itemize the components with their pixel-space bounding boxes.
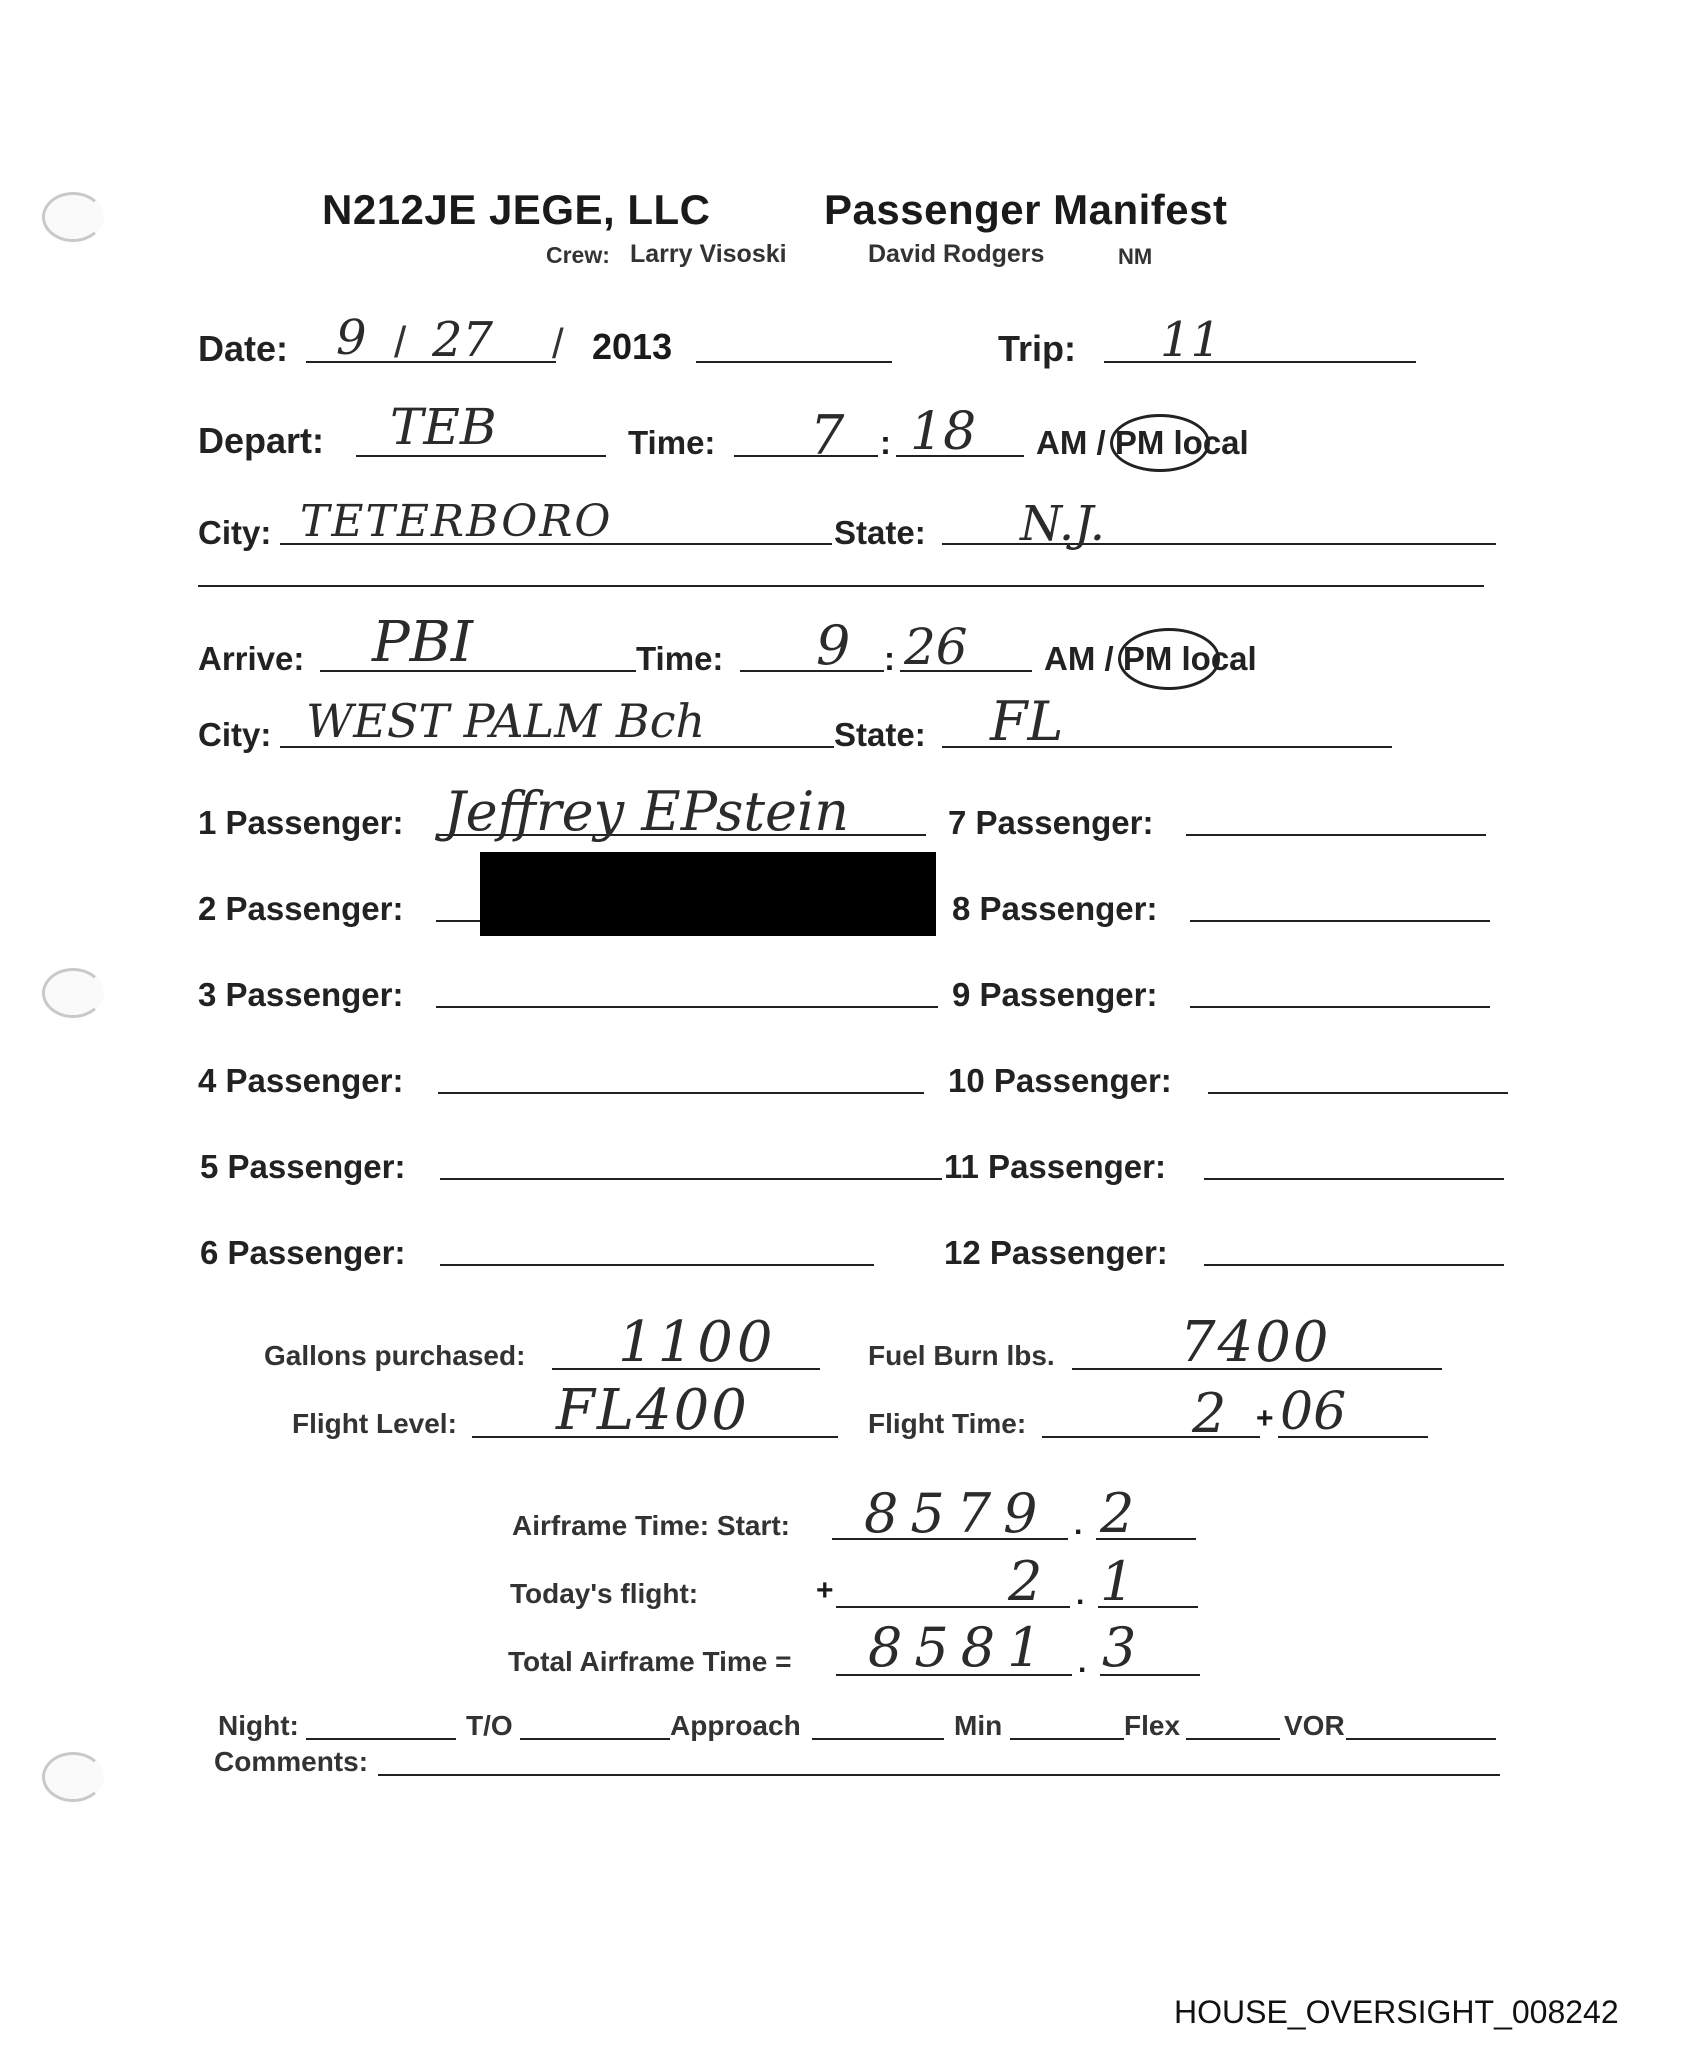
- passenger-2-label: 2 Passenger:: [198, 890, 404, 927]
- passenger-9-label: 9 Passenger:: [952, 976, 1158, 1013]
- passenger-5-line: [440, 1178, 942, 1180]
- passenger-7-line: [1186, 834, 1486, 836]
- redaction-box: [480, 852, 936, 936]
- comments-line: [378, 1774, 1500, 1776]
- arrive-label: Arrive:: [198, 640, 305, 677]
- trip-line: [1104, 361, 1416, 363]
- todays-flight-tenth: 1: [1100, 1550, 1135, 1613]
- arrive-ampm-label: AM / PM local: [1044, 640, 1257, 677]
- vor-label: VOR: [1284, 1710, 1345, 1741]
- vor-line: [1346, 1738, 1496, 1740]
- passenger-3-label: 3 Passenger:: [198, 976, 404, 1013]
- depart-city-value: TETERBORO: [300, 496, 613, 547]
- depart-city-label: City:: [198, 514, 272, 551]
- date-day: 27: [432, 312, 494, 368]
- approach-label: Approach: [670, 1710, 801, 1741]
- manifest-title: Passenger Manifest: [824, 186, 1228, 233]
- arrive-city-label: City:: [198, 716, 272, 753]
- todays-flight-label: Today's flight:: [510, 1578, 699, 1609]
- binder-hole: [42, 192, 104, 242]
- depart-hour: 7: [810, 404, 845, 467]
- arrive-line: [320, 670, 636, 672]
- min-label: Min: [954, 1710, 1003, 1741]
- bates-stamp: HOUSE_OVERSIGHT_008242: [1174, 1994, 1619, 2030]
- passenger-6-label: 6 Passenger:: [200, 1234, 406, 1271]
- arrive-time-label: Time:: [636, 640, 724, 677]
- arrive-state-value: FL: [990, 690, 1064, 753]
- section-divider: [198, 585, 1484, 587]
- arrive-minute: 26: [904, 618, 968, 676]
- passenger-10-label: 10 Passenger:: [948, 1062, 1172, 1099]
- arrive-hour: 9: [816, 614, 851, 677]
- min-line: [1010, 1738, 1124, 1740]
- arrive-hour-line: [740, 670, 884, 672]
- crew-member-1: Larry Visoski: [630, 240, 787, 268]
- decimal-point: .: [1076, 1578, 1085, 1611]
- flight-time-plus: +: [1256, 1402, 1274, 1435]
- date-separator: /: [552, 320, 564, 367]
- total-airframe-whole: 8581: [868, 1616, 1054, 1679]
- flight-time-label: Flight Time:: [868, 1408, 1027, 1439]
- flex-line: [1186, 1738, 1280, 1740]
- flight-level-value: FL400: [556, 1378, 749, 1443]
- airframe-start-whole: 8579: [864, 1482, 1050, 1545]
- arrive-state-label: State:: [834, 716, 926, 753]
- trip-label: Trip:: [998, 328, 1076, 369]
- decimal-point: .: [1078, 1646, 1087, 1679]
- depart-value: TEB: [390, 398, 497, 456]
- trip-value: 11: [1160, 312, 1222, 368]
- crew-member-3: NM: [1118, 244, 1153, 269]
- arrive-city-value: WEST PALM Bch: [306, 694, 706, 748]
- passenger-12-label: 12 Passenger:: [944, 1234, 1168, 1271]
- date-year-line: [696, 361, 892, 363]
- night-line: [306, 1738, 456, 1740]
- comments-label: Comments:: [214, 1746, 369, 1777]
- date-month: 9: [336, 310, 367, 366]
- depart-label: Depart:: [198, 420, 325, 461]
- passenger-11-line: [1204, 1178, 1504, 1180]
- gallons-label: Gallons purchased:: [264, 1340, 526, 1371]
- passenger-7-label: 7 Passenger:: [948, 804, 1154, 841]
- takeoff-label: T/O: [466, 1710, 513, 1741]
- takeoff-line: [520, 1738, 670, 1740]
- passenger-4-label: 4 Passenger:: [198, 1062, 404, 1099]
- passenger-10-line: [1208, 1092, 1508, 1094]
- approach-line: [812, 1738, 944, 1740]
- depart-ampm-label: AM / PM local: [1036, 424, 1249, 461]
- flight-time-hours-line: [1042, 1436, 1260, 1438]
- total-airframe-tenth: 3: [1102, 1616, 1137, 1679]
- night-label: Night:: [218, 1710, 299, 1741]
- passenger-5-label: 5 Passenger:: [200, 1148, 406, 1185]
- gallons-value: 1100: [618, 1310, 777, 1375]
- company-title: N212JE JEGE, LLC: [322, 186, 711, 233]
- depart-hour-line: [734, 455, 878, 457]
- depart-state-label: State:: [834, 514, 926, 551]
- passenger-1-label: 1 Passenger:: [198, 804, 404, 841]
- date-separator: /: [394, 318, 407, 367]
- passenger-8-line: [1190, 920, 1490, 922]
- passenger-8-label: 8 Passenger:: [952, 890, 1158, 927]
- passenger-3-line: [436, 1006, 938, 1008]
- pm-circle-mark: [1118, 628, 1220, 690]
- passenger-12-line: [1204, 1264, 1504, 1266]
- flight-time-minutes: 06: [1280, 1382, 1347, 1442]
- fuel-burn-value: 7400: [1180, 1310, 1331, 1375]
- airframe-start-label: Airframe Time: Start:: [512, 1510, 791, 1541]
- date-label: Date:: [198, 328, 289, 369]
- airframe-start-tenth: 2: [1100, 1482, 1135, 1545]
- passenger-11-label: 11 Passenger:: [944, 1148, 1166, 1185]
- passenger-9-line: [1190, 1006, 1490, 1008]
- depart-state-value: N.J.: [1020, 496, 1105, 552]
- pm-circle-mark: [1110, 414, 1210, 472]
- binder-hole: [42, 968, 104, 1018]
- binder-hole: [42, 1752, 104, 1802]
- flex-label: Flex: [1124, 1710, 1181, 1741]
- total-airframe-label: Total Airframe Time =: [508, 1646, 792, 1677]
- flight-time-hours: 2: [1192, 1382, 1227, 1445]
- todays-flight-whole: 2: [1008, 1550, 1043, 1613]
- time-colon: :: [884, 640, 895, 677]
- depart-minute: 18: [910, 402, 977, 462]
- passenger-4-line: [438, 1092, 924, 1094]
- crew-label: Crew:: [546, 242, 610, 268]
- crew-member-2: David Rodgers: [868, 240, 1045, 268]
- passenger-6-line: [440, 1264, 874, 1266]
- fuel-burn-label: Fuel Burn lbs.: [868, 1340, 1055, 1371]
- arrive-value: PBI: [372, 610, 473, 675]
- time-colon: :: [880, 424, 891, 461]
- passenger-1-value: Jeffrey EPstein: [444, 780, 850, 843]
- flight-level-label: Flight Level:: [292, 1408, 457, 1439]
- depart-time-label: Time:: [628, 424, 716, 461]
- decimal-point: .: [1074, 1508, 1083, 1541]
- todays-flight-plus: +: [816, 1574, 834, 1607]
- date-year: 2013: [592, 326, 673, 367]
